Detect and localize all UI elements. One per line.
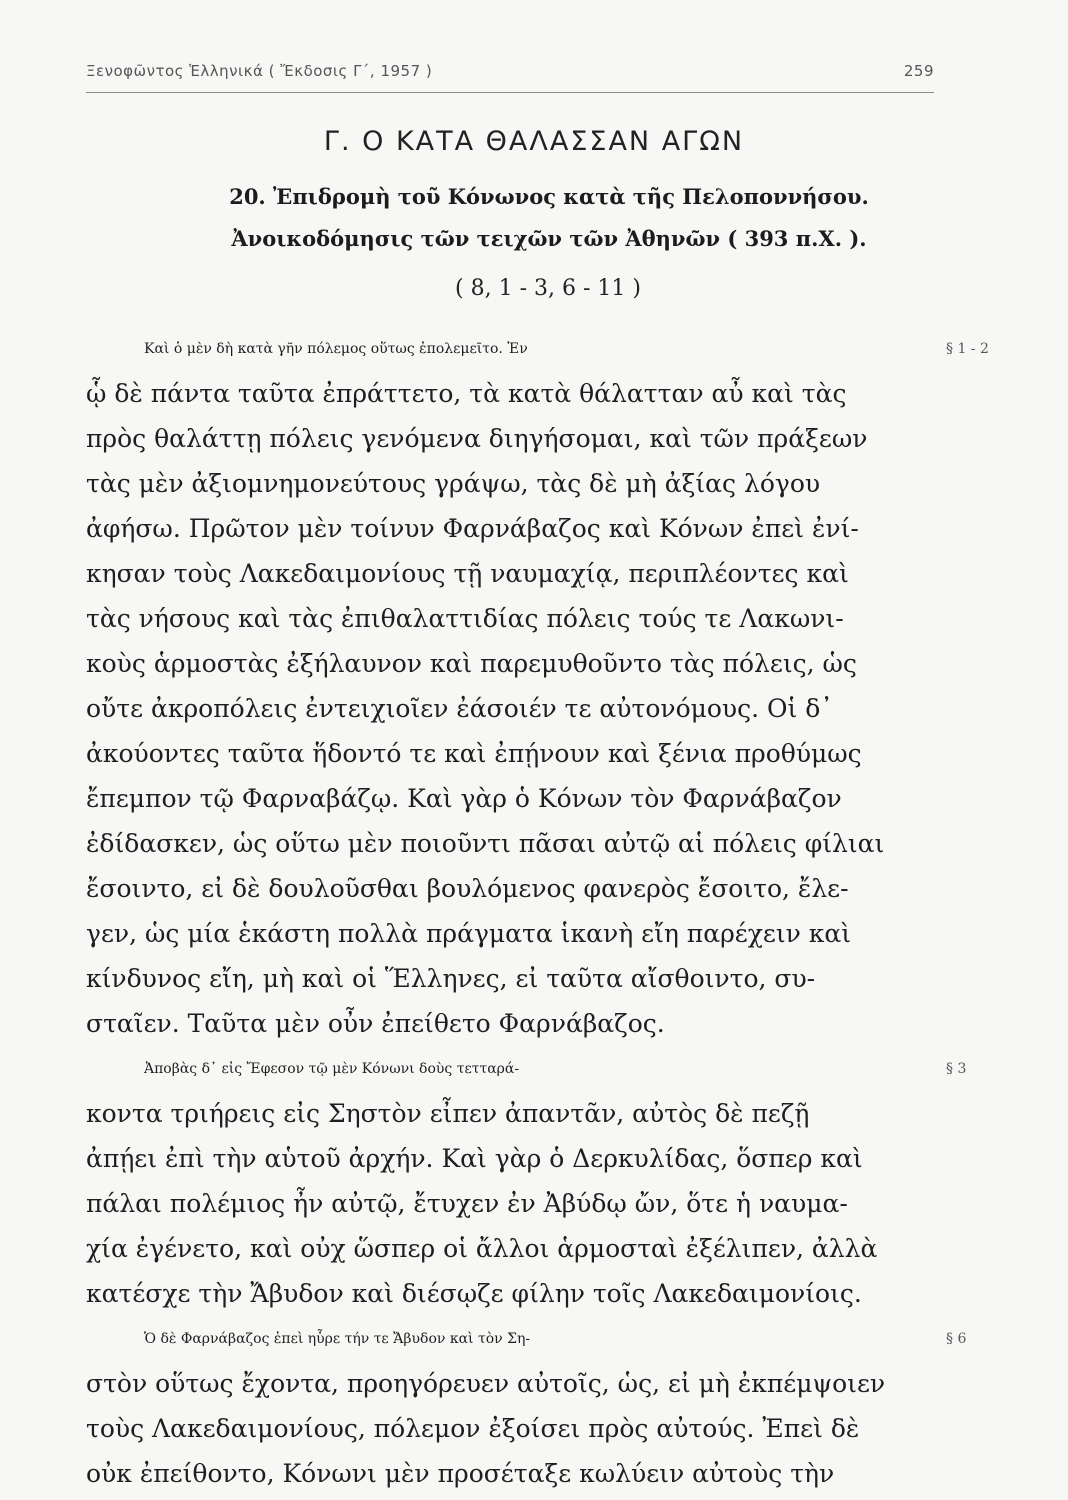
body-line: πάλαι πολέμιος ἦν αὐτῷ, ἔτυχεν ἐν Ἀβύδῳ ὤν, ὅτε ἡ ναυμα- <box>86 1189 848 1218</box>
body-line: κοντα τριήρεις εἰς Σηστὸν εἶπεν ἀπαντᾶν, αὐτὸς δὲ πεζῇ <box>86 1099 810 1128</box>
body-line: ἔπεμπον τῷ Φαρναβάζῳ. Καὶ γὰρ ὁ Κόνων τὸν Φαρνάβαζον <box>86 784 842 813</box>
header-rule <box>86 92 934 93</box>
body-line: ᾧ δὲ πάντα ταῦτα ἐπράττετο, τὰ κατὰ θάλατταν αὖ καὶ τὰς <box>86 379 847 408</box>
body-line: χία ἐγένετο, καὶ οὐχ ὥσπερ οἱ ἄλλοι ἁρμοσταὶ ἐξέλιπεν, ἀλλὰ <box>86 1234 878 1263</box>
body-line: κησαν τοὺς Λακεδαιμονίους τῇ ναυμαχίᾳ, περιπλέοντες καὶ <box>86 559 849 588</box>
body-line: τοὺς Λακεδαιμονίους, πόλεμον ἐξοίσει πρὸς αὐτούς. Ἐπεὶ δὲ <box>86 1414 860 1443</box>
page-number: 259 <box>903 62 934 80</box>
body-line: Ὁ δὲ Φαρνάβαζος ἐπεὶ ηὗρε τήν τε Ἄβυδον καὶ τὸν Ση- <box>144 1331 531 1347</box>
chapter-heading-line-2: Ἀνοικοδόμησις τῶν τειχῶν τῶν Ἀθηνῶν ( 393 π.Χ. ). <box>231 226 867 251</box>
body-line: τὰς νήσους καὶ τὰς ἐπιθαλαττιδίας πόλεις τούς τε Λακωνι- <box>86 604 844 633</box>
body-line: κίνδυνος εἴη, μὴ καὶ οἱ Ἕλληνες, εἰ ταῦτα αἴσθοιντο, συ- <box>86 964 816 993</box>
margin-section-note: § 6 <box>946 1331 967 1347</box>
section-title: Γ. Ο ΚΑΤΑ ΘΑΛΑΣΣΑΝ ΑΓΩΝ <box>323 126 745 157</box>
body-line: κατέσχε τὴν Ἄβυδον καὶ διέσῳζε φίλην τοῖς Λακεδαιμονίοις. <box>86 1279 862 1308</box>
body-line: Καὶ ὁ μὲν δὴ κατὰ γῆν πόλεμος οὕτως ἐπολεμεῖτο. Ἐν <box>144 341 528 357</box>
body-line: Ἀποβὰς δ᾽ εἰς Ἔφεσον τῷ μὲν Κόνωνι δοὺς τετταρά- <box>144 1061 520 1077</box>
body-line: ἐδίδασκεν, ὡς οὕτω μὲν ποιοῦντι πᾶσαι αὐτῷ αἱ πόλεις φίλιαι <box>86 829 885 858</box>
body-line: τὰς μὲν ἀξιομνημονεύτους γράψω, τὰς δὲ μὴ ἀξίας λόγου <box>86 469 821 498</box>
chapter-heading-line-1: 20. Ἐπιδρομὴ τοῦ Κόνωνος κατὰ τῆς Πελοποννήσου. <box>229 184 869 209</box>
body-line: στὸν οὕτως ἔχοντα, προηγόρευεν αὐτοῖς, ὡς, εἰ μὴ ἐκπέμψοιεν <box>86 1369 886 1398</box>
body-line: οὐκ ἐπείθοντο, Κόνωνι μὲν προσέταξε κωλύειν αὐτοὺς τὴν <box>86 1459 835 1488</box>
body-line: σταῖεν. Ταῦτα μὲν οὖν ἐπείθετο Φαρνάβαζος. <box>86 1009 665 1038</box>
chapter-reference: ( 8, 1 - 3, 6 - 11 ) <box>455 276 641 301</box>
body-line: ἀπῄει ἐπὶ τὴν αὑτοῦ ἀρχήν. Καὶ γὰρ ὁ Δερκυλίδας, ὅσπερ καὶ <box>86 1144 863 1173</box>
body-line: πρὸς θαλάττῃ πόλεις γενόμενα διηγήσομαι, καὶ τῶν πράξεων <box>86 424 868 453</box>
body-line: κοὺς ἁρμοστὰς ἐξήλαυνον καὶ παρεμυθοῦντο τὰς πόλεις, ὡς <box>86 649 857 678</box>
body-line: ἀφήσω. Πρῶτον μὲν τοίνυν Φαρνάβαζος καὶ Κόνων ἐπεὶ ἐνί- <box>86 514 859 543</box>
margin-section-note: § 1 - 2 <box>946 341 989 357</box>
body-line: ἔσοιντο, εἰ δὲ δουλοῦσθαι βουλόμενος φανερὸς ἔσοιτο, ἔλε- <box>86 874 849 903</box>
margin-section-note: § 3 <box>946 1061 967 1077</box>
body-line: γεν, ὡς μία ἑκάστη πολλὰ πράγματα ἱκανὴ εἴη παρέχειν καὶ <box>86 919 852 948</box>
body-line: ἀκούοντες ταῦτα ἥδοντό τε καὶ ἐπῄνουν καὶ ξένια προθύμως <box>86 739 862 768</box>
body-line: οὔτε ἀκροπόλεις ἐντειχιοῖεν ἐάσοιέν τε αὐτονόμους. Οἱ δ᾽ <box>86 694 833 723</box>
running-head-title: Ξενοφῶντος Ἑλληνικά ( Ἔκδοσις Γ΄, 1957 ) <box>86 62 433 80</box>
